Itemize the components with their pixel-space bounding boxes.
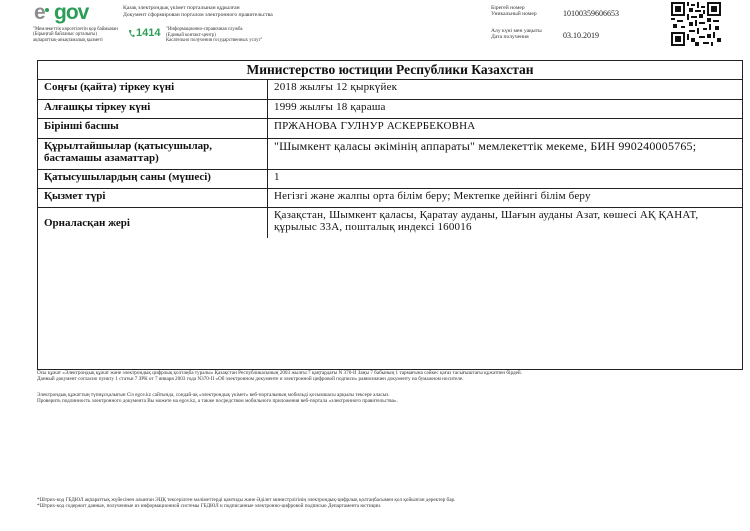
header-service-ru	[166, 27, 263, 44]
phone-number[interactable]: 1414	[136, 27, 161, 39]
table-row	[38, 189, 742, 208]
table-row	[38, 170, 742, 189]
row-value-participants-count: 1	[274, 171, 280, 183]
legal-notice	[37, 370, 522, 382]
egov-logo[interactable]	[34, 3, 98, 25]
unique-number-label-ru: Уникальный номер	[491, 11, 537, 17]
receive-date-label-kz: Алу күні мен уақыты	[491, 28, 542, 34]
row-value-location: Қазақстан, Шымкент қаласы, Қаратау ауданы, Шағын ауданы Азат, көшесі АҚ ҚАНАТ, құрылыс 33А, пошталық индексі 160016	[274, 209, 699, 233]
phone-icon	[128, 29, 135, 38]
legal-notice-ru: Данный документ согласно пункту 1 статьи 7 ЗРК от 7 января 2003 года N370-II «Об электронном документе и электронной цифровой подписи» равнозначен документу на бумажном носителе.	[37, 376, 464, 383]
header-portal-notice	[123, 5, 273, 18]
row-value-founders: "Шымкент қаласы әкімінің аппараты" мемлекеттік мекеме, БИН 990240005765;	[274, 139, 697, 153]
barcode-notice-kz: *Штрих-код ГБДЮЛ ақпараттық жүйесінен алынған ЭЦҚ тексерілген мәліметтерді қамтиды және Әділет министрлігінің электрондық-цифрлық қолтаңбасымен қол қойылған деректер бар.	[37, 497, 456, 503]
service-ru-line2: (Единый контакт-центр)	[166, 32, 216, 38]
row-value-activity: Негізгі және жалпы орта білім беру; Мектепке дейінгі білім беру	[274, 190, 591, 202]
logo-e-text: e	[34, 1, 45, 24]
ministry-title: Министерство юстиции Республики Казахстан	[38, 61, 742, 80]
verification-notice	[37, 392, 398, 404]
row-label-first-registration: Алғашқы тіркеу күні	[38, 100, 268, 118]
unique-number-label-kz: Бірегей номер	[491, 5, 525, 11]
service-kz-line2: (Бірыңғай байланыс орталығы)	[33, 32, 97, 38]
barcode-notice-ru: *Штрих-код содержит данные, полученные из информационной системы ГБДЮЛ и подписанные электронно-цифровой подписью Департамента юстиции.	[37, 503, 382, 510]
row-label-location: Орналасқан жері	[38, 208, 268, 238]
table-row	[38, 119, 742, 139]
service-ru-line1: "Информационно-справочная служба	[166, 27, 243, 32]
row-value-first-registration: 1999 жылғы 18 қараша	[274, 101, 386, 113]
row-label-participants-count: Қатысушылардың саны (мүшесі)	[38, 170, 268, 188]
service-kz-line3: ақпараттық-анықтамалық қызметі	[33, 37, 103, 43]
verification-notice-kz: Электрондық құжаттың түпнұсқалығын Сіз egov.kz сайтында, сондай-ақ «электрондық үкімет» веб-порталының мобильді қосымшасы арқылы тексере аласыз.	[37, 392, 390, 398]
table-row	[38, 80, 742, 100]
logo-gov-text: gov	[54, 1, 89, 24]
unique-number-label	[491, 5, 537, 17]
barcode-notice	[37, 497, 455, 509]
service-ru-line3: Касательно получения государственных услуг"	[166, 38, 263, 44]
service-kz-line1: "Мемлекеттік көрсетілетін қор баймынан	[33, 27, 118, 32]
table-row	[38, 208, 742, 238]
header-title-kz: Қазақ электрондық үкімет порталынан құрылған	[123, 5, 240, 11]
receive-date-value: 03.10.2019	[563, 31, 599, 40]
receive-date-label-ru: Дата получения	[491, 34, 529, 40]
header-service-kz	[33, 27, 118, 43]
row-value-head: ПРЖАНОВА ГУЛНУР АСКЕРБЕКОВНА	[274, 120, 476, 132]
table-row	[38, 139, 742, 170]
header-title-ru: Документ сформирован порталом электронного правительства	[123, 11, 273, 18]
legal-notice-kz: Осы құжат «Электрондық құжат және электрондық цифрлық қолтаңба туралы» Қазақстан Республикасының 2003 жылғы 7 қаңтардағы N 370-II Заңы 7 бабының 1 тармағына сәйкес қағаз тасығыштағы құжатпен бірдей.	[37, 370, 522, 376]
table-row	[38, 100, 742, 119]
receive-date-label	[491, 28, 542, 40]
row-label-last-registration: Соңғы (қайта) тіркеу күні	[38, 80, 268, 99]
row-label-activity: Қызмет түрі	[38, 189, 268, 207]
unique-number-value: 10100359606653	[563, 9, 619, 18]
row-label-founders: Құрылтайшылар (қатысушылар, бастамашы азаматтар)	[38, 139, 268, 169]
registration-info-table	[37, 60, 743, 370]
verification-notice-ru: Проверить подлинность электронного документа Вы можете на egov.kz, а также посредством мобильного приложения веб-портала «электронного правительства».	[37, 398, 398, 405]
row-label-head: Бірінші басшы	[38, 119, 268, 138]
qr-code-icon	[671, 2, 721, 46]
row-value-last-registration: 2018 жылғы 12 қыркүйек	[274, 81, 398, 93]
logo-dot-icon	[45, 8, 49, 12]
